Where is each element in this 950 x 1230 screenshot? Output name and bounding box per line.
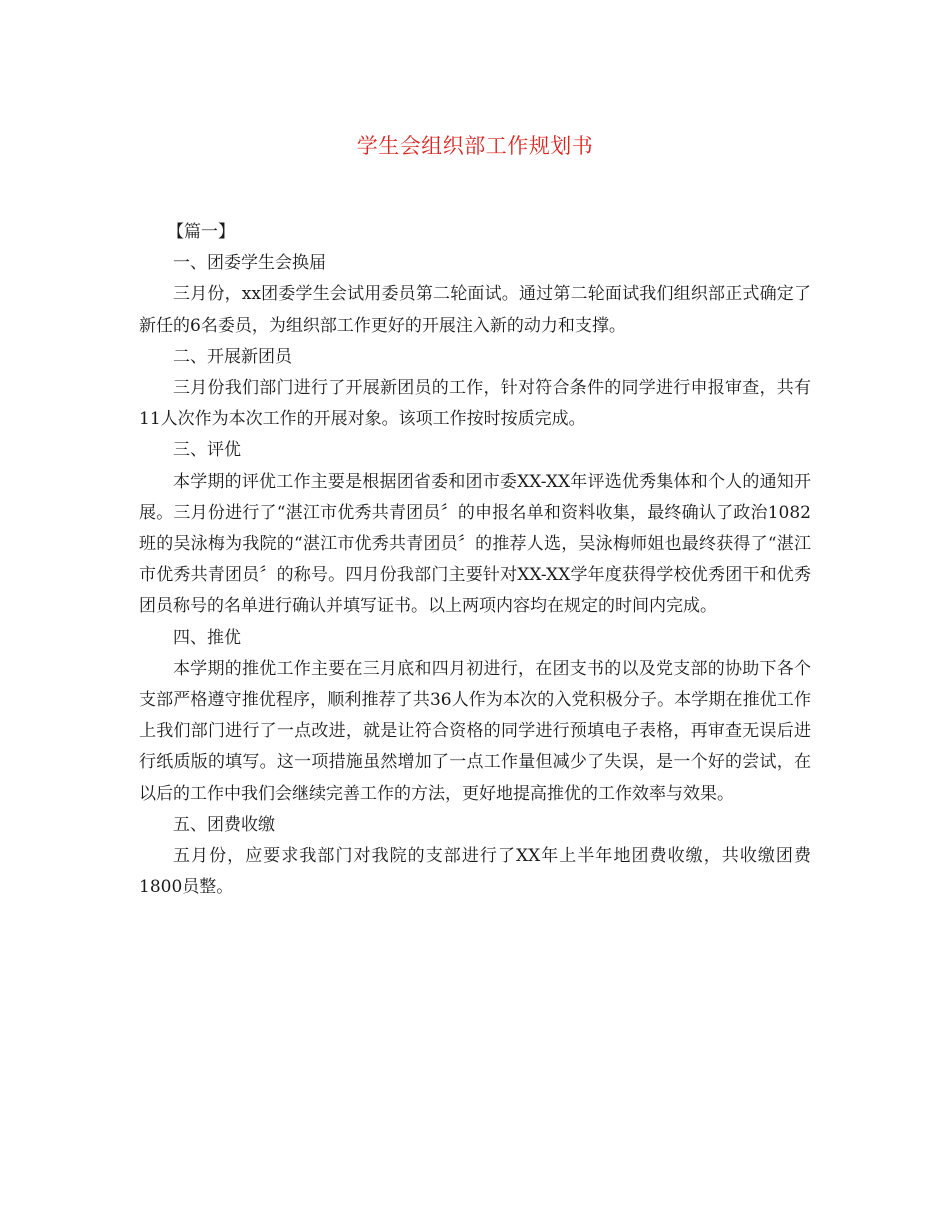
section-paragraph-4: 本学期的推优工作主要在三月底和四月初进行，在团支书的以及党支部的协助下各个支部严格遵守推优程序，顺利推荐了共36人作为本次的入党积极分子。本学期在推优工作上我们部门进行了一点改进，就是让符合资格的同学进行预填电子表格，再审查无误后进行纸质版的填写。这一项措施虽然增加了一点工作量但减少了失误，是一个好的尝试，在以后的工作中我们会继续完善工作的方法，更好地提高推优的工作效率与效果。 [139,658,811,804]
section-heading-5: 五、团费收缴 [173,814,275,835]
section-paragraph-3: 本学期的评优工作主要是根据团省委和团市委XX-XX年评选优秀集体和个人的通知开展。三月份进行了“湛江市优秀共青团员〞的申报名单和资料收集，最终确认了政治1082班的吴泳梅为我院的“湛江市优秀共青团员〞的推荐人选，吴泳梅师姐也最终获得了“湛江市优秀共青团员〞的称号。四月份我部门主要针对XX-XX学年度获得学校优秀团干和优秀团员称号的名单进行确认并填写证书。以上两项内容均在规定的时间内完成。 [139,471,811,617]
section-paragraph-1: 三月份，xx团委学生会试用委员第二轮面试。通过第二轮面试我们组织部正式确定了新任的6名委员，为组织部工作更好的开展注入新的动力和支撑。 [139,284,811,336]
section-paragraph-5: 五月份，应要求我部门对我院的支部进行了XX年上半年地团费收缴，共收缴团费1800员整。 [139,846,811,898]
section-heading-3: 三、评优 [173,440,241,461]
section-heading-4: 四、推优 [173,627,241,648]
section-heading-2: 二、开展新团员 [173,346,292,367]
section-heading-1: 一、团委学生会换届 [173,253,326,274]
section-paragraph-2: 三月份我们部门进行了开展新团员的工作，针对符合条件的同学进行申报审查，共有11人次作为本次工作的开展对象。该项工作按时按质完成。 [139,378,811,430]
document-title: 学生会组织部工作规划书 [356,134,594,158]
part-label: 【篇一】 [167,222,235,242]
document-body [139,217,811,903]
